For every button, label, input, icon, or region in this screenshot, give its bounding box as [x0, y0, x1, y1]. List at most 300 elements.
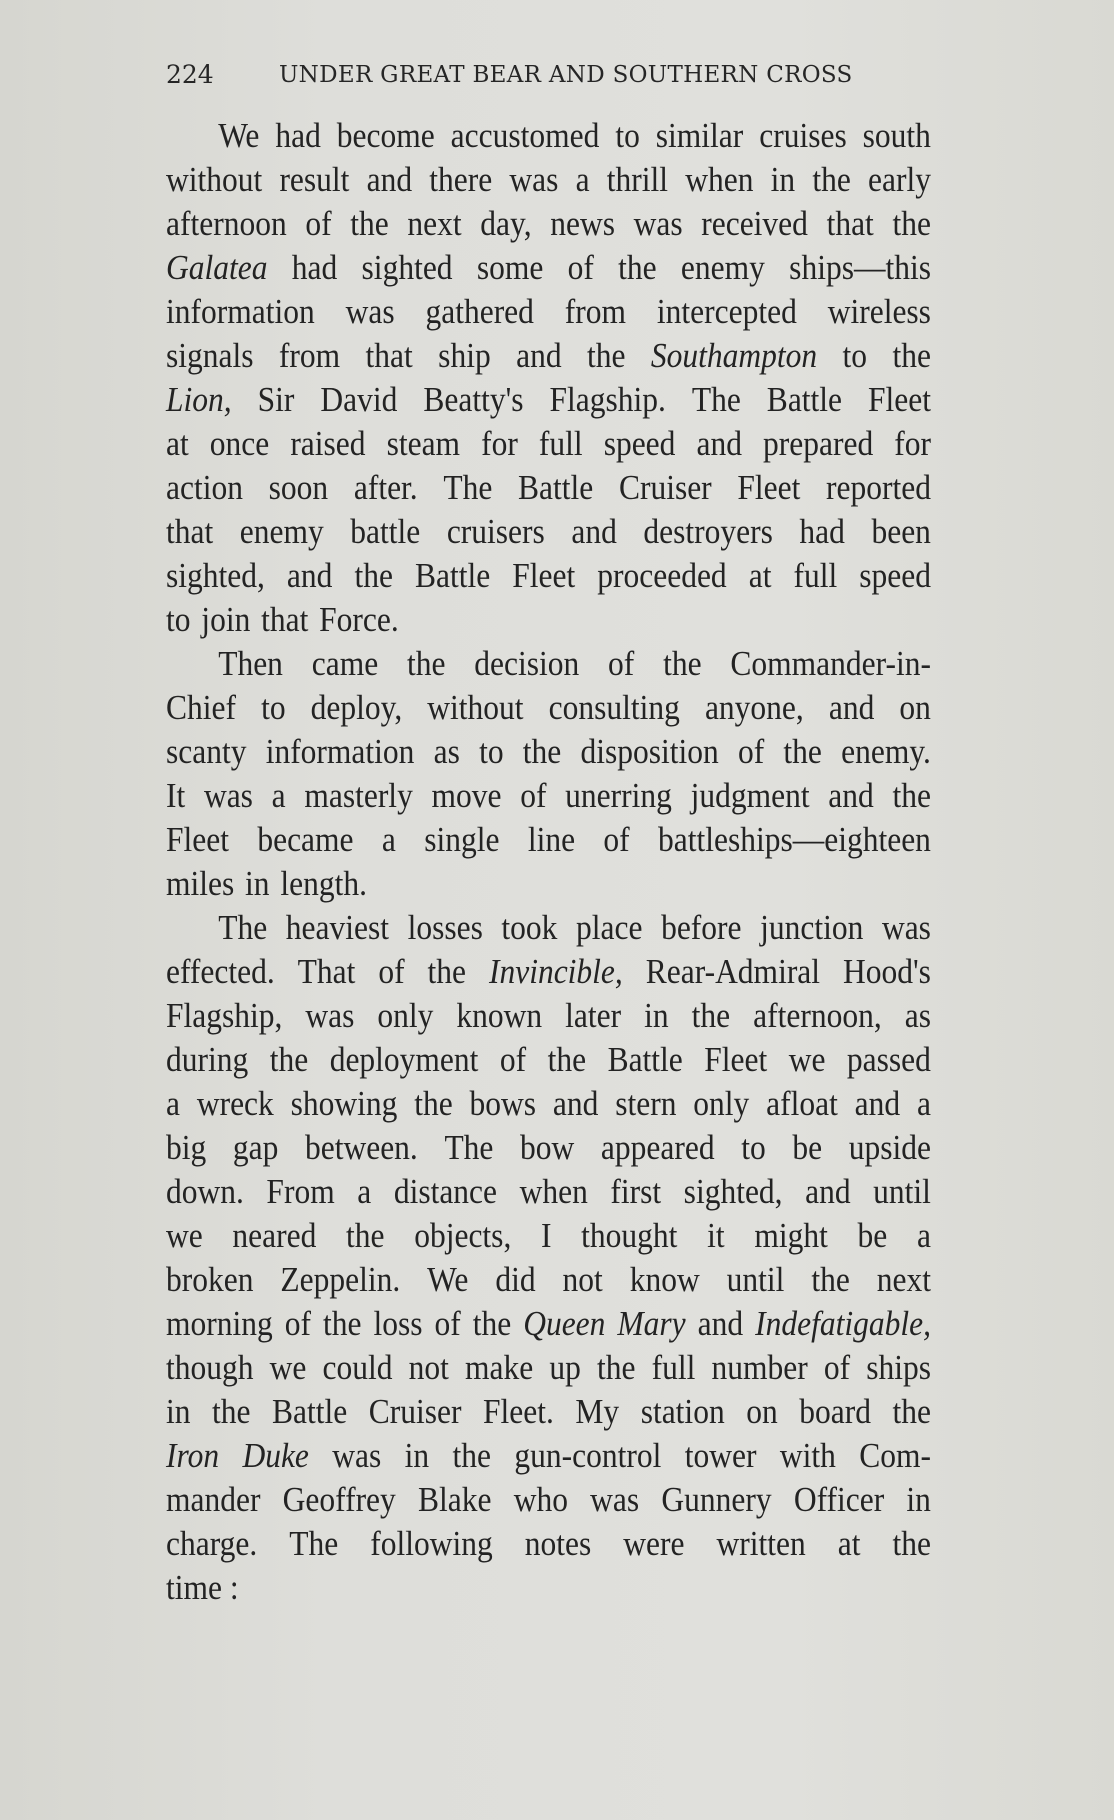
- word: result: [279, 160, 350, 199]
- word: we: [788, 1040, 826, 1079]
- word: ship: [438, 336, 491, 375]
- word: some: [476, 248, 544, 287]
- word: steam: [386, 424, 461, 463]
- word: day,: [480, 204, 532, 243]
- word: Cruiser: [618, 468, 712, 507]
- word: board: [799, 1392, 871, 1431]
- word: the: [811, 1260, 850, 1299]
- word: miles: [166, 864, 235, 903]
- text-line: [166, 598, 931, 642]
- word: not: [408, 1348, 449, 1387]
- word: The: [218, 908, 268, 947]
- word: of: [305, 204, 332, 243]
- word: prepared: [763, 424, 874, 463]
- word: not: [562, 1260, 603, 1299]
- word: accustomed: [450, 116, 600, 155]
- word: It: [166, 776, 186, 815]
- text-line: [166, 202, 931, 246]
- word: south: [862, 116, 931, 155]
- word: with: [779, 1436, 836, 1475]
- word: in: [770, 160, 796, 199]
- word: appeared: [600, 1128, 715, 1167]
- word: Hood's: [842, 952, 931, 991]
- word: Flagship,: [166, 996, 283, 1035]
- italic-word: Queen: [523, 1304, 606, 1343]
- paragraph: [166, 642, 931, 906]
- word: station: [640, 1392, 725, 1431]
- word: that: [826, 204, 874, 243]
- word: and: [286, 556, 333, 595]
- word: was: [305, 996, 355, 1035]
- word: intercepted: [656, 292, 797, 331]
- word: there: [429, 160, 493, 199]
- text-line: [166, 1214, 931, 1258]
- word: unerring: [565, 776, 672, 815]
- running-head: [166, 58, 912, 98]
- word: once: [209, 424, 270, 463]
- word: when: [519, 1172, 588, 1211]
- word: notes: [524, 1524, 592, 1563]
- word: Battle: [607, 1040, 683, 1079]
- text-line: [166, 1566, 931, 1610]
- word: was: [509, 160, 559, 199]
- word: Fleet: [704, 1040, 768, 1079]
- word: in: [644, 996, 669, 1035]
- word: The: [691, 380, 741, 419]
- word: tower: [684, 1436, 757, 1475]
- word: the: [346, 1216, 385, 1255]
- word: battle: [350, 512, 421, 551]
- word: heaviest: [285, 908, 389, 947]
- word: upside: [848, 1128, 931, 1167]
- word: the: [783, 732, 822, 771]
- text-line: [166, 642, 931, 686]
- word: was: [881, 908, 931, 947]
- word: to: [261, 688, 286, 727]
- word: on: [746, 1392, 778, 1431]
- word: afternoon: [166, 204, 287, 243]
- word: between.: [304, 1128, 418, 1167]
- text-line: [166, 290, 931, 334]
- word: did: [495, 1260, 536, 1299]
- paragraph: [166, 906, 931, 1610]
- word: the: [427, 952, 467, 991]
- text-line: [166, 158, 931, 202]
- word: effected.: [166, 952, 275, 991]
- word: We: [427, 1260, 469, 1299]
- text-line: [166, 1390, 931, 1434]
- text-line: [166, 1302, 931, 1346]
- word: on: [899, 688, 931, 727]
- word: afternoon,: [753, 996, 882, 1035]
- word: in: [245, 864, 270, 903]
- word: became: [257, 820, 354, 859]
- word: The: [444, 1128, 494, 1167]
- word: charge.: [166, 1524, 258, 1563]
- word: from: [564, 292, 627, 331]
- word: the: [406, 644, 446, 683]
- word: ships—this: [789, 248, 931, 287]
- word: mander: [166, 1480, 261, 1519]
- word: losses: [407, 908, 483, 947]
- word: of: [284, 1304, 311, 1343]
- word: at: [837, 1524, 861, 1563]
- word: the: [663, 644, 702, 683]
- word: after.: [353, 468, 418, 507]
- word: was: [633, 204, 683, 243]
- word: raised: [290, 424, 366, 463]
- word: scanty: [166, 732, 247, 771]
- italic-word: Mary: [617, 1304, 686, 1343]
- word: the: [892, 204, 931, 243]
- word: early: [868, 160, 931, 199]
- word: the: [892, 1392, 931, 1431]
- word: enemy.: [841, 732, 931, 771]
- word: consulting: [548, 688, 680, 727]
- word: until: [726, 1260, 785, 1299]
- word: came: [311, 644, 379, 683]
- word: The: [289, 1524, 339, 1563]
- word: of: [434, 1304, 461, 1343]
- word: we: [269, 1348, 307, 1387]
- word: masterly: [304, 776, 413, 815]
- word: showing: [290, 1084, 398, 1123]
- word: Com-: [859, 1436, 931, 1475]
- text-line: [166, 1170, 931, 1214]
- text-line: [166, 378, 931, 422]
- word: the: [586, 336, 626, 375]
- italic-word: Invincible,: [488, 952, 623, 991]
- italic-word: Lion,: [166, 380, 232, 419]
- word: the: [691, 996, 731, 1035]
- paragraph: [166, 114, 931, 642]
- word: number: [711, 1348, 808, 1387]
- word: and: [366, 160, 413, 199]
- word: Fleet: [737, 468, 801, 507]
- word: the: [892, 776, 931, 815]
- word: before: [661, 908, 742, 947]
- word: the: [472, 1304, 512, 1343]
- word: was: [345, 292, 395, 331]
- word: big: [166, 1128, 207, 1167]
- word: junction: [760, 908, 864, 947]
- word: the: [892, 1524, 931, 1563]
- word: I: [541, 1216, 552, 1255]
- text-line: [166, 554, 931, 598]
- word: later: [565, 996, 622, 1035]
- word: become: [336, 116, 435, 155]
- word: Blake: [418, 1480, 492, 1519]
- word: sighted,: [683, 1172, 783, 1211]
- word: a: [271, 776, 286, 815]
- word: been: [871, 512, 931, 551]
- word: in: [404, 1436, 430, 1475]
- word: gun-control: [514, 1436, 662, 1475]
- word: Officer: [793, 1480, 885, 1519]
- word: could: [322, 1348, 393, 1387]
- word: know: [629, 1260, 700, 1299]
- word: and: [552, 1084, 599, 1123]
- word: be: [792, 1128, 823, 1167]
- text-line: [166, 994, 931, 1038]
- word: bow: [520, 1128, 575, 1167]
- word: wireless: [827, 292, 931, 331]
- word: the: [892, 336, 931, 375]
- word: as: [433, 732, 460, 771]
- text-line: [166, 730, 931, 774]
- word: was: [332, 1436, 382, 1475]
- page-number: 224: [166, 60, 214, 89]
- word: Fleet: [166, 820, 229, 859]
- word: My: [575, 1392, 620, 1431]
- text-line: [166, 818, 931, 862]
- word: Battle: [766, 380, 843, 419]
- word: who: [513, 1480, 568, 1519]
- text-line: [166, 510, 931, 554]
- word: only: [693, 1084, 750, 1123]
- word: had: [275, 116, 321, 155]
- word: the: [354, 556, 393, 595]
- word: disposition: [580, 732, 719, 771]
- word: might: [754, 1216, 828, 1255]
- word: thrill: [606, 160, 669, 199]
- word: Sir: [257, 380, 295, 419]
- word: gathered: [425, 292, 534, 331]
- word: Battle: [414, 556, 491, 595]
- word: at: [166, 424, 189, 463]
- word: cruises: [759, 116, 847, 155]
- word: join: [201, 600, 251, 639]
- word: a: [575, 160, 590, 199]
- word: judgment: [690, 776, 810, 815]
- word: action: [166, 468, 243, 507]
- word: of: [499, 1040, 527, 1079]
- word: Chief: [166, 688, 236, 727]
- word: the: [414, 1084, 453, 1123]
- word: place: [576, 908, 643, 947]
- word: time :: [166, 1568, 239, 1607]
- word: without: [166, 160, 263, 199]
- text-line: [166, 1346, 931, 1390]
- word: broken: [166, 1260, 254, 1299]
- word: to: [479, 732, 504, 771]
- word: in: [906, 1480, 931, 1519]
- word: morning: [166, 1304, 273, 1343]
- word: and: [697, 1304, 744, 1343]
- word: and: [696, 424, 742, 463]
- word: reported: [826, 468, 931, 507]
- word: deploy,: [310, 688, 403, 727]
- word: up: [549, 1348, 581, 1387]
- word: full: [651, 1348, 696, 1387]
- word: as: [904, 996, 931, 1035]
- text-line: [166, 422, 931, 466]
- word: and: [854, 1084, 901, 1123]
- word: the: [212, 1392, 251, 1431]
- word: passed: [846, 1040, 931, 1079]
- word: to: [741, 1128, 766, 1167]
- word: first: [610, 1172, 662, 1211]
- word: that: [365, 336, 413, 375]
- word: to: [842, 336, 868, 375]
- word: known: [456, 996, 543, 1035]
- word: to: [166, 600, 191, 639]
- word: move: [431, 776, 502, 815]
- word: the: [812, 160, 851, 199]
- word: at: [748, 556, 772, 595]
- word: Fleet.: [483, 1392, 554, 1431]
- word: enemy: [680, 248, 765, 287]
- word: destroyers: [643, 512, 773, 551]
- word: a: [166, 1084, 180, 1123]
- word: of: [737, 732, 765, 771]
- word: was: [203, 776, 253, 815]
- body-text: [166, 114, 931, 1610]
- word: for: [481, 424, 518, 463]
- word: was: [590, 1480, 640, 1519]
- text-line: [166, 1258, 931, 1302]
- word: distance: [393, 1172, 498, 1211]
- text-line: [166, 774, 931, 818]
- word: cruisers: [446, 512, 545, 551]
- word: the: [596, 1348, 636, 1387]
- word: stern: [615, 1084, 677, 1123]
- word: we: [166, 1216, 203, 1255]
- word: when: [685, 160, 754, 199]
- word: until: [873, 1172, 931, 1211]
- word: received: [701, 204, 808, 243]
- word: loss: [373, 1304, 423, 1343]
- word: gap: [232, 1128, 279, 1167]
- text-line: [166, 114, 931, 158]
- word: a: [381, 820, 396, 859]
- word: news: [550, 204, 615, 243]
- word: following: [370, 1524, 493, 1563]
- word: the: [322, 1304, 362, 1343]
- word: that: [261, 600, 309, 639]
- word: single: [424, 820, 500, 859]
- word: Then: [218, 644, 283, 683]
- word: speed: [603, 424, 676, 463]
- word: that: [166, 512, 214, 551]
- word: of: [608, 644, 635, 683]
- word: next: [876, 1260, 931, 1299]
- word: for: [894, 424, 931, 463]
- word: bows: [469, 1084, 537, 1123]
- word: enemy: [239, 512, 324, 551]
- word: Beatty's: [423, 380, 524, 419]
- word: decision: [474, 644, 580, 683]
- word: of: [378, 952, 405, 991]
- word: and: [571, 512, 617, 551]
- word: without: [427, 688, 524, 727]
- word: it: [707, 1216, 725, 1255]
- word: objects,: [414, 1216, 512, 1255]
- word: during: [166, 1040, 249, 1079]
- word: a: [917, 1084, 931, 1123]
- word: full: [793, 556, 838, 595]
- word: Flagship.: [549, 380, 666, 419]
- word: soon: [268, 468, 329, 507]
- word: were: [623, 1524, 685, 1563]
- word: down.: [166, 1172, 244, 1211]
- text-line: [166, 1038, 931, 1082]
- word: line: [527, 820, 576, 859]
- word: of: [823, 1348, 851, 1387]
- word: a: [357, 1172, 372, 1211]
- word: of: [567, 248, 594, 287]
- word: of: [603, 820, 630, 859]
- italic-word: Duke: [242, 1436, 309, 1475]
- text-line: [166, 950, 931, 994]
- word: the: [452, 1436, 492, 1475]
- word: Zeppelin.: [280, 1260, 401, 1299]
- word: sighted: [361, 248, 453, 287]
- text-line: [166, 334, 931, 378]
- word: Fleet: [868, 380, 931, 419]
- word: afloat: [766, 1084, 838, 1123]
- word: and: [805, 1172, 851, 1211]
- text-line: [166, 1126, 931, 1170]
- word: make: [465, 1348, 534, 1387]
- word: Rear-Admiral: [645, 952, 821, 991]
- word: the: [547, 1040, 587, 1079]
- text-line: [166, 246, 931, 290]
- italic-word: Iron: [166, 1436, 220, 1475]
- word: That: [297, 952, 356, 991]
- italic-word: Galatea: [166, 248, 268, 287]
- word: David: [320, 380, 398, 419]
- word: neared: [232, 1216, 317, 1255]
- word: Geoffrey: [282, 1480, 396, 1519]
- word: of: [520, 776, 547, 815]
- italic-word: Indefatigable,: [755, 1304, 931, 1343]
- word: Fleet: [512, 556, 576, 595]
- word: in: [166, 1392, 191, 1431]
- word: wreck: [196, 1084, 274, 1123]
- word: the: [618, 248, 657, 287]
- word: We: [218, 116, 260, 155]
- word: Gunnery: [661, 1480, 772, 1519]
- word: Cruiser: [368, 1392, 462, 1431]
- word: information: [166, 292, 315, 331]
- word: The: [443, 468, 493, 507]
- word: From: [266, 1172, 335, 1211]
- word: from: [278, 336, 341, 375]
- text-line: [166, 862, 931, 906]
- word: speed: [859, 556, 931, 595]
- word: had: [291, 248, 338, 287]
- text-line: [166, 1082, 931, 1126]
- word: information: [265, 732, 415, 771]
- word: next: [407, 204, 462, 243]
- word: took: [501, 908, 558, 947]
- text-line: [166, 466, 931, 510]
- word: written: [716, 1524, 806, 1563]
- italic-word: Southampton: [650, 336, 818, 375]
- word: the: [522, 732, 562, 771]
- word: and: [516, 336, 562, 375]
- word: the: [350, 204, 389, 243]
- word: ships: [866, 1348, 931, 1387]
- running-head-title: UNDER GREAT BEAR AND SOUTHERN CROSS: [279, 62, 853, 88]
- word: had: [799, 512, 845, 551]
- word: deployment: [329, 1040, 479, 1079]
- word: Battle: [272, 1392, 348, 1431]
- word: proceeded: [597, 556, 727, 595]
- word: and: [828, 688, 875, 727]
- word: Commander-in-: [730, 644, 931, 683]
